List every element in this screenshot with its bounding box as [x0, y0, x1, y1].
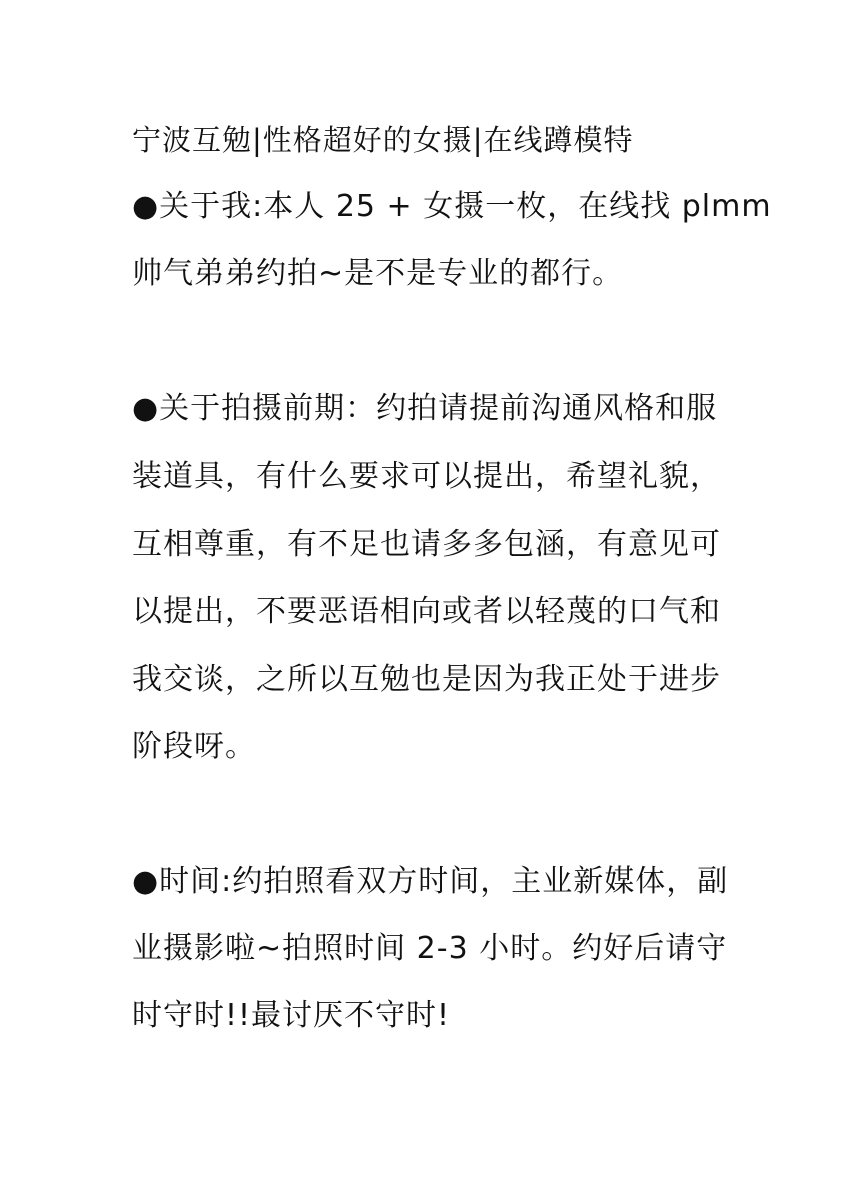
text-line: 以提出，不要恶语相向或者以轻蔑的口气和: [132, 594, 721, 629]
text-line: ●关于我:本人 25 + 女摄一枚，在线找 plmm: [132, 189, 772, 224]
text-line: 帅气弟弟约拍~是不是专业的都行。: [132, 256, 624, 291]
text-line: 时守时!!最讨厌不守时!: [132, 998, 451, 1033]
text-line: ●关于拍摄前期：约拍请提前沟通风格和服: [132, 391, 718, 426]
document-title: 宁波互勉|性格超好的女摄|在线蹲模特: [132, 123, 634, 157]
text-line: ●时间:约拍照看双方时间，主业新媒体，副: [132, 864, 729, 899]
text-line: 业摄影啦~拍照时间 2-3 小时。约好后请守: [132, 931, 728, 966]
text-line: 阶段呀。: [132, 729, 256, 764]
text-line: 我交谈，之所以互勉也是因为我正处于进步: [132, 662, 721, 697]
text-line: 互相尊重，有不足也请多多包涵，有意见可: [132, 527, 721, 562]
text-line: 装道具，有什么要求可以提出，希望礼貌，: [132, 459, 721, 494]
